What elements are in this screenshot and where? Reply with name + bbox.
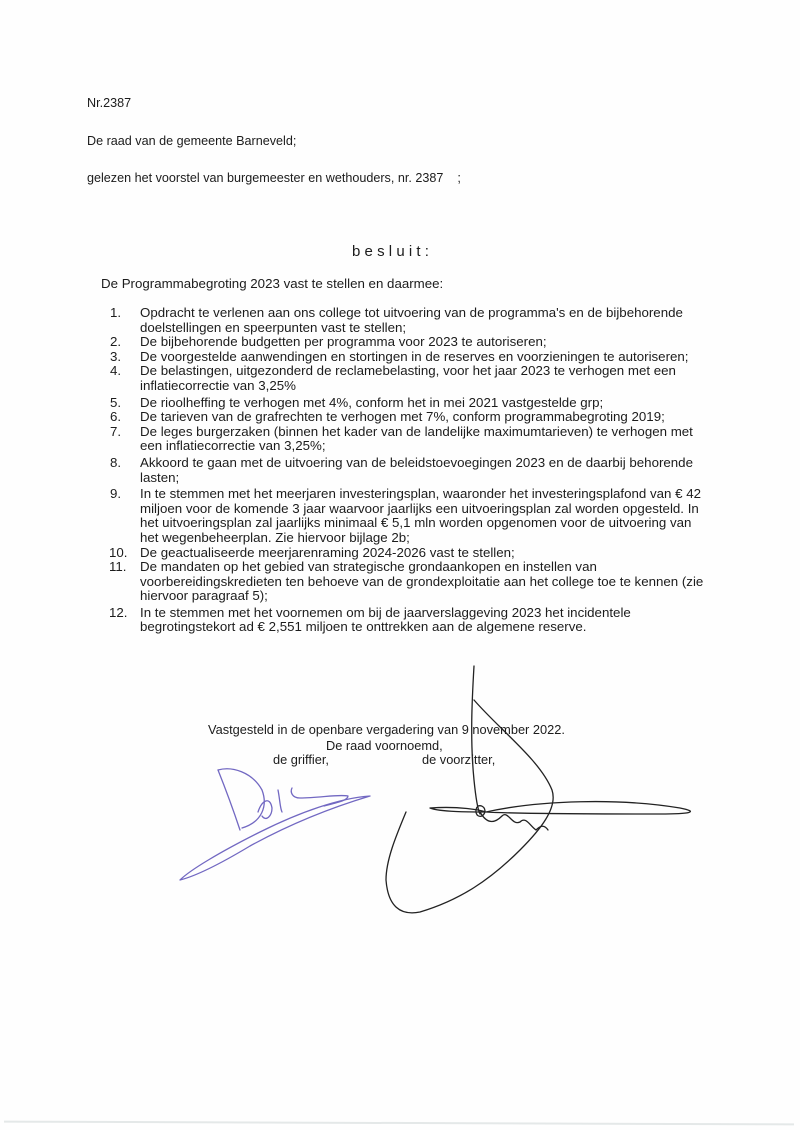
signature-stroke bbox=[278, 790, 282, 812]
item-text: Opdracht te verlenen aan ons college tot uitvoering van de programma's en de bijbehorende doelstellingen en speerpunten vast te stellen; bbox=[140, 305, 683, 335]
item-number: 8. bbox=[110, 454, 122, 470]
signature-stroke bbox=[480, 812, 548, 830]
decision-item-10 bbox=[110, 546, 750, 561]
item-text: De rioolheffing te verhogen met 4%, conform het in mei 2021 vastgestelde grp; bbox=[140, 394, 604, 410]
item-text: In te stemmen met het voornemen om bij de jaarverslaggeving 2023 het incidentele begrotingstekort ad € 2,551 miljoen te onttrekken aan de algemene reserve. bbox=[140, 604, 631, 635]
signature-stroke bbox=[291, 788, 348, 806]
item-text: De leges burgerzaken (binnen het kader van de landelijke maximumtarieven) te verhogen met een inflatiecorrectie van 3,25%; bbox=[140, 423, 693, 454]
council-named: De raad voornoemd, bbox=[326, 738, 443, 753]
signature-stroke bbox=[258, 801, 272, 819]
item-number: 10. bbox=[109, 544, 128, 560]
item-text: De mandaten op het gebied van strategische grondaankopen en instellen van voorbereidingskredieten ten behoeve van de grondexploitatie aan het college toe te kennen (zie hiervoor paragraaf 5); bbox=[140, 559, 704, 604]
decision-item-2 bbox=[110, 335, 750, 350]
decision-item-11 bbox=[110, 560, 750, 604]
signature-stroke bbox=[180, 796, 370, 880]
item-text: De bijbehorende budgetten per programma voor 2023 te autoriseren; bbox=[140, 334, 547, 350]
item-number: 4. bbox=[110, 363, 122, 379]
decision-list bbox=[110, 306, 750, 635]
decision-item-6 bbox=[110, 410, 750, 425]
item-number: 6. bbox=[110, 409, 122, 425]
signature-stroke bbox=[218, 769, 264, 828]
read-proposal-line: gelezen het voorstel van burgemeester en wethouders, nr. 2387 ; bbox=[87, 171, 461, 185]
decision-item-5 bbox=[110, 396, 750, 411]
item-number: 2. bbox=[110, 334, 122, 350]
item-number: 7. bbox=[110, 423, 122, 439]
item-text: In te stemmen met het meerjaren investeringsplan, waaronder het investeringsplafond van € 42 miljoen voor de komende 3 jaar waarvoor jaarlijks een uitvoeringsplan zal worden opgesteld. In het uitvoeringsplan zal jaarlijks minimaal € 5,1 mln worden opgenomen voor de uitvoering van het wegenbeheerplan. Zie hiervoor bijlage 2b; bbox=[140, 486, 702, 545]
item-number: 5. bbox=[110, 394, 122, 410]
decision-item-9 bbox=[110, 487, 750, 545]
item-number: 11. bbox=[109, 559, 127, 575]
item-text: De geactualiseerde meerjarenraming 2024-2026 vast te stellen; bbox=[140, 544, 515, 560]
signature-stroke bbox=[430, 802, 690, 814]
decision-item-8 bbox=[110, 456, 750, 485]
item-text: De tarieven van de grafrechten te verhogen met 7%, conform programmabegroting 2019; bbox=[140, 409, 665, 425]
chair-label: de voorzitter, bbox=[422, 752, 496, 767]
council-line: De raad van de gemeente Barneveld; bbox=[87, 134, 297, 148]
item-number: 1. bbox=[110, 305, 122, 320]
scan-edge-line bbox=[4, 1121, 794, 1126]
decision-intro: De Programmabegroting 2023 vast te stellen en daarmee: bbox=[101, 276, 444, 291]
item-number: 12. bbox=[109, 604, 128, 620]
signature-stroke bbox=[218, 770, 240, 830]
clerk-label: de griffier, bbox=[273, 752, 329, 767]
decision-item-12 bbox=[110, 606, 750, 635]
decision-heading: besluit: bbox=[352, 243, 434, 260]
decision-number: Nr.2387 bbox=[87, 96, 132, 110]
decision-item-4 bbox=[110, 364, 750, 393]
item-text: Akkoord te gaan met de uitvoering van de beleidstoevoegingen 2023 en de daarbij behorende lasten; bbox=[140, 454, 693, 485]
decision-item-7 bbox=[110, 425, 750, 454]
item-text: De belastingen, uitgezonderd de reclamebelasting, voor het jaar 2023 te verhogen met een inflatiecorrectie van 3,25% bbox=[140, 363, 676, 393]
decision-item-3 bbox=[110, 350, 750, 365]
decision-item-1 bbox=[110, 306, 750, 335]
signature-stroke bbox=[476, 806, 485, 817]
item-number: 9. bbox=[110, 486, 122, 502]
signature-stroke bbox=[472, 666, 480, 814]
adoption-statement: Vastgesteld in de openbare vergadering van 9 november 2022. bbox=[208, 722, 565, 737]
item-text: De voorgestelde aanwendingen en stortingen in de reserves en voorzieningen te autoriseren; bbox=[140, 348, 689, 364]
item-number: 3. bbox=[110, 348, 122, 364]
